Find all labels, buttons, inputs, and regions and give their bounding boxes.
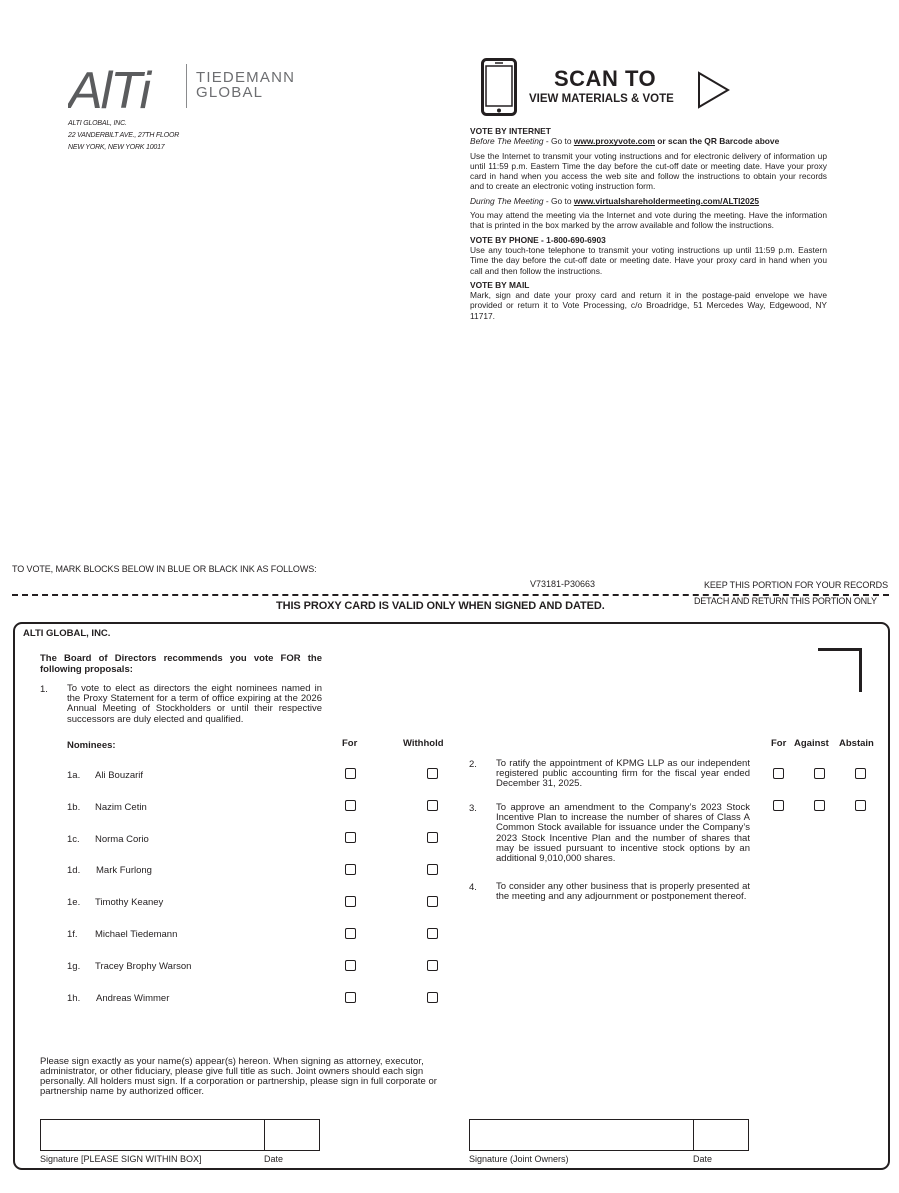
during-meeting-line: During The Meeting - Go to www.virtualshareholdermeeting.com/ALTI2025 bbox=[470, 195, 760, 206]
nominee-1f-withhold-checkbox[interactable] bbox=[427, 928, 438, 939]
proposal-2-abstain-checkbox[interactable] bbox=[855, 768, 866, 779]
date-box[interactable] bbox=[264, 1119, 320, 1151]
withhold-header: Withhold bbox=[403, 738, 444, 749]
nominee-1c-withhold-checkbox[interactable] bbox=[427, 832, 438, 843]
detach-notice: DETACH AND RETURN THIS PORTION ONLY bbox=[694, 596, 877, 606]
smartphone-icon bbox=[481, 58, 517, 116]
nominee-1d-withhold-checkbox[interactable] bbox=[427, 864, 438, 875]
nominee-1e-withhold-checkbox[interactable] bbox=[427, 896, 438, 907]
proposal-2-for-checkbox[interactable] bbox=[773, 768, 784, 779]
against-header: Against bbox=[794, 738, 829, 749]
nominee-1a-withhold-checkbox[interactable] bbox=[427, 768, 438, 779]
play-arrow-icon bbox=[697, 71, 731, 109]
nominee-name: Tracey Brophy Warson bbox=[95, 961, 192, 972]
nominee-1g-for-checkbox[interactable] bbox=[345, 960, 356, 971]
nominee-1g-withhold-checkbox[interactable] bbox=[427, 960, 438, 971]
proposal-3-against-checkbox[interactable] bbox=[814, 800, 825, 811]
phone-heading: VOTE BY PHONE - 1-800-690-6903 bbox=[470, 234, 606, 245]
nominee-name: Andreas Wimmer bbox=[96, 993, 170, 1004]
proposal-3-for-checkbox[interactable] bbox=[773, 800, 784, 811]
meeting-link[interactable]: www.virtualshareholdermeeting.com/ALTI2025 bbox=[573, 195, 760, 206]
voting-instructions bbox=[470, 126, 827, 321]
nominee-name: Timothy Keaney bbox=[95, 897, 164, 908]
proposal-1-text: To vote to elect as directors the eight nominees named in the Proxy Statement for a term of office expiring at the 2026 Annual Meeting of Stockholders or until their respective successors are duly elected and qualified. bbox=[67, 683, 322, 725]
proposal-2-text: To ratify the appointment of KPMG LLP as our independent registered public accounting firm for the fiscal year ended December 31, 2025. bbox=[496, 758, 750, 790]
signing-instructions: Please sign exactly as your name(s) appear(s) hereon. When signing as attorney, executor, administrator, or other fiduciary, please give full title as such. Joint owners should each sign personally. All holders must sign. If a corporation or partnership, please sign in full corporate or partnership name by authorized officer. bbox=[40, 1056, 437, 1097]
card-company: ALTI GLOBAL, INC. bbox=[23, 628, 111, 639]
for-header: For bbox=[771, 738, 787, 749]
joint-date-label: Date bbox=[693, 1154, 713, 1164]
keep-notice: KEEP THIS PORTION FOR YOUR RECORDS bbox=[704, 580, 888, 590]
abstain-header: Abstain bbox=[839, 738, 874, 749]
corner-mark bbox=[818, 648, 862, 692]
nominee-1f-for-checkbox[interactable] bbox=[345, 928, 356, 939]
joint-date-box[interactable] bbox=[693, 1119, 749, 1151]
nominee-id: 1a. bbox=[67, 770, 81, 781]
brand-name: TIEDEMANN GLOBAL bbox=[196, 69, 296, 101]
before-meeting-line: Before The Meeting - Go to www.proxyvote.com or scan the QR Barcode above bbox=[470, 136, 780, 147]
during-body: You may attend the meeting via the Internet and vote during the meeting. Have the information that is printed in the box marked by the arrow available and follow the instructions. bbox=[470, 210, 827, 231]
logo-divider bbox=[186, 64, 187, 108]
nominee-1b-withhold-checkbox[interactable] bbox=[427, 800, 438, 811]
nominee-name: Nazim Cetin bbox=[95, 802, 147, 813]
proxyvote-link[interactable]: www.proxyvote.com bbox=[573, 136, 655, 147]
nominee-1a-for-checkbox[interactable] bbox=[345, 768, 356, 779]
nominee-name: Ali Bouzarif bbox=[95, 770, 144, 781]
nominee-1d-for-checkbox[interactable] bbox=[345, 864, 356, 875]
proposal-3-text: To approve an amendment to the Company’s 2023 Stock Incentive Plan to increase the number of shares of Class A Common Stock available for issuance under the Company’s 2023 Stock Incentive Plan and the number of shares that may be issued pursuant to incentive stock options by an additional 9,010,000 shares. bbox=[496, 802, 750, 865]
for-header: For bbox=[342, 738, 358, 749]
joint-signature-label: Signature (Joint Owners) bbox=[469, 1154, 569, 1164]
signature-label: Signature [PLEASE SIGN WITHIN BOX] bbox=[40, 1154, 202, 1164]
nominee-1c-for-checkbox[interactable] bbox=[345, 832, 356, 843]
svg-text:AlTi: AlTi bbox=[68, 62, 150, 112]
signature-box[interactable] bbox=[40, 1119, 265, 1151]
date-label: Date bbox=[264, 1154, 284, 1164]
mail-body: Mark, sign and date your proxy card and return it in the postage-paid envelope we have provided or return it to Vote Processing, c/o Broadridge, 51 Mercedes Way, Edgewood, NY 11717. bbox=[470, 290, 827, 321]
mark-instruction: TO VOTE, MARK BLOCKS BELOW IN BLUE OR BLACK INK AS FOLLOWS: bbox=[12, 564, 317, 574]
joint-signature-box[interactable] bbox=[469, 1119, 694, 1151]
nominee-1b-for-checkbox[interactable] bbox=[345, 800, 356, 811]
phone-body: Use any touch-tone telephone to transmit your voting instructions up until 11:59 p.m. Eastern Time the day before the cut-off date or meeting date. Have your proxy card in hand when you call and then follow the instructions. bbox=[470, 244, 827, 276]
proposal-3-abstain-checkbox[interactable] bbox=[855, 800, 866, 811]
nominee-1h-for-checkbox[interactable] bbox=[345, 992, 356, 1003]
control-code: V73181-P30663 bbox=[530, 579, 596, 589]
alti-logo-mark bbox=[68, 62, 188, 112]
proposal-3-number: 3. bbox=[469, 803, 477, 814]
scan-subtitle: VIEW MATERIALS & VOTE bbox=[529, 93, 674, 105]
proposal-4-number: 4. bbox=[469, 882, 477, 893]
proposal-2-number: 2. bbox=[469, 759, 477, 770]
company-logo bbox=[68, 62, 328, 112]
proposal-2-against-checkbox[interactable] bbox=[814, 768, 825, 779]
nominee-id: 1d. bbox=[67, 865, 81, 876]
nominee-id: 1f. bbox=[67, 929, 78, 940]
nominee-name: Norma Corio bbox=[95, 834, 149, 845]
company-address: ALTI GLOBAL, INC. 22 VANDERBILT AVE., 27TH FLOOR NEW YORK, NEW YORK 10017 bbox=[68, 120, 180, 151]
nominee-id: 1g. bbox=[67, 961, 81, 972]
nominee-id: 1h. bbox=[67, 993, 81, 1004]
board-recommendation: The Board of Directors recommends you vote FOR the following proposals: bbox=[40, 653, 322, 675]
nominees-header: Nominees: bbox=[67, 740, 116, 751]
internet-heading: VOTE BY INTERNET bbox=[470, 126, 551, 136]
nominee-name: Mark Furlong bbox=[96, 865, 152, 876]
proposal-1-number: 1. bbox=[40, 684, 48, 695]
internet-body: Use the Internet to transmit your voting instructions and for electronic delivery of information up until 11:59 p.m. Eastern Time the day before the cut-off date or meeting date. Have your proxy card in hand when you access the web site and follow the instructions to obtain your records and to create an electronic voting instruction form. bbox=[470, 150, 827, 192]
proposal-4-text: To consider any other business that is properly presented at the meeting and any adjournment or postponement thereof. bbox=[496, 881, 750, 903]
nominee-id: 1c. bbox=[67, 834, 80, 845]
nominee-name: Michael Tiedemann bbox=[95, 929, 178, 940]
nominee-1e-for-checkbox[interactable] bbox=[345, 896, 356, 907]
nominee-id: 1e. bbox=[67, 897, 81, 908]
mail-heading: VOTE BY MAIL bbox=[470, 279, 530, 290]
scan-title: SCAN TO bbox=[554, 66, 657, 91]
valid-notice: THIS PROXY CARD IS VALID ONLY WHEN SIGNED AND DATED. bbox=[276, 600, 605, 612]
nominee-id: 1b. bbox=[67, 802, 81, 813]
nominee-1h-withhold-checkbox[interactable] bbox=[427, 992, 438, 1003]
